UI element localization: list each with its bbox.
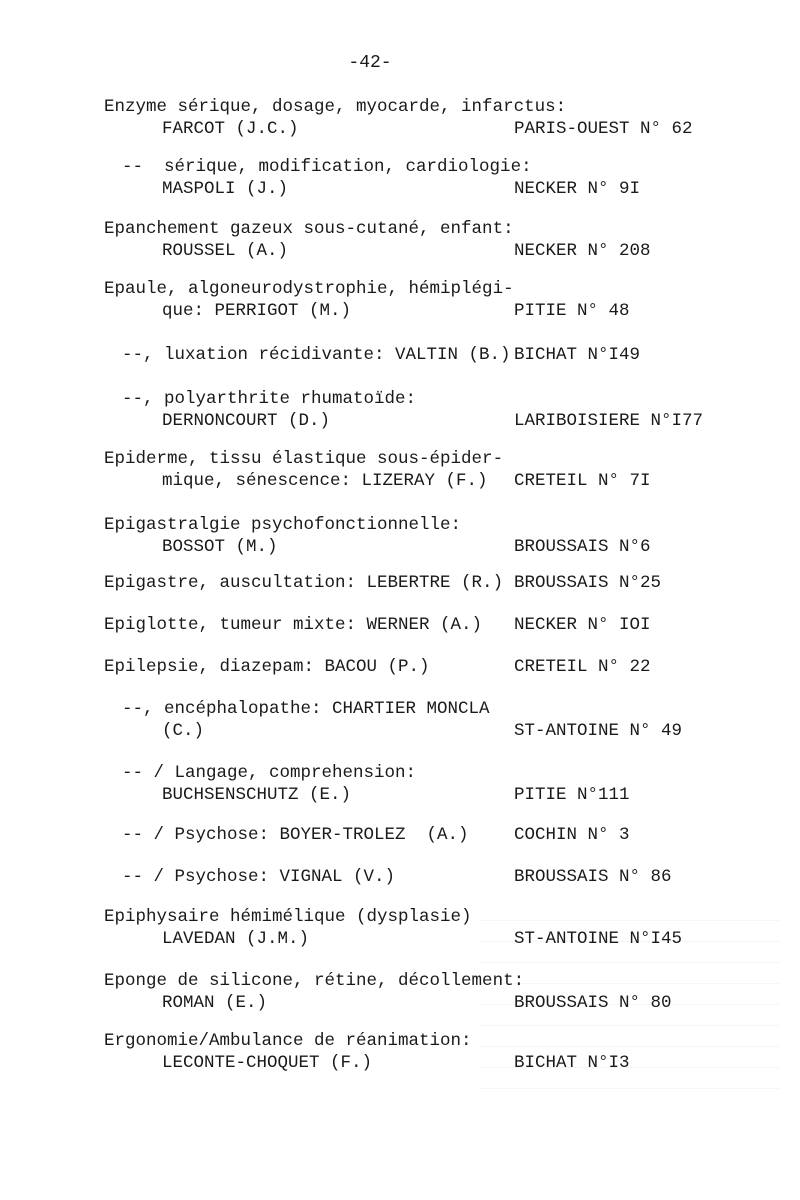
entry-location: NECKER N° IOI [514, 615, 651, 635]
entry-subject: Epanchement gazeux sous-cutané, enfant: [104, 219, 514, 239]
entry-subject: Epigastralgie psychofonctionnelle: [104, 515, 462, 535]
entry-author: ROMAN (E.) [162, 993, 268, 1013]
entry-subject: Epigastre, auscultation: LEBERTRE (R.) [104, 573, 504, 593]
entry-subject: -- / Psychose: VIGNAL (V.) [122, 867, 396, 887]
entry-location: LARIBOISIERE N°I77 [514, 411, 704, 431]
index-entry [0, 614, 800, 658]
entry-author: DERNONCOURT (D.) [162, 411, 331, 431]
entry-subject: -- / Langage, comprehension: [122, 763, 417, 783]
entry-author: (C.) [162, 721, 205, 741]
entry-location: NECKER N° 9I [514, 179, 641, 199]
entry-subject: Ergonomie/Ambulance de réanimation: [104, 1031, 472, 1051]
entry-location: PARIS-OUEST N° 62 [514, 119, 693, 139]
entry-author: LAVEDAN (J.M.) [162, 929, 310, 949]
entry-subject: Epiglotte, tumeur mixte: WERNER (A.) [104, 615, 483, 635]
entry-subject: Eponge de silicone, rétine, décollement: [104, 971, 525, 991]
entry-subject: -- sérique, modification, cardiologie: [122, 157, 532, 177]
index-entry [0, 514, 800, 558]
entry-location: PITIE N°111 [514, 785, 630, 805]
entry-subject: Epilepsie, diazepam: BACOU (P.) [104, 657, 430, 677]
entry-subject: --, encéphalopathe: CHARTIER MONCLA [122, 699, 490, 719]
entry-subject: Epaule, algoneurodystrophie, hémiplégi- [104, 279, 514, 299]
entry-subject: Epiderme, tissu élastique sous-épider- [104, 449, 504, 469]
entry-location: ST-ANTOINE N°I45 [514, 929, 683, 949]
entry-location: BROUSSAIS N° 80 [514, 993, 672, 1013]
entry-location: BICHAT N°I49 [514, 345, 641, 365]
entry-author: MASPOLI (J.) [162, 179, 289, 199]
entry-subject: Enzyme sérique, dosage, myocarde, infarctus: [104, 97, 567, 117]
index-entry [0, 824, 800, 868]
index-entry [0, 156, 800, 200]
index-entry [0, 448, 800, 492]
index-entry [0, 656, 800, 700]
entry-location: NECKER N° 208 [514, 241, 651, 261]
index-entry [0, 572, 800, 616]
entry-author: LECONTE-CHOQUET (F.) [162, 1053, 373, 1073]
entry-subject: Epiphysaire hémimélique (dysplasie) [104, 907, 472, 927]
entry-subject: --, luxation récidivante: VALTIN (B.) [122, 345, 511, 365]
entry-subject: -- / Psychose: BOYER-TROLEZ (A.) [122, 825, 469, 845]
entry-location: BROUSSAIS N°25 [514, 573, 662, 593]
entry-location: PITIE N° 48 [514, 301, 630, 321]
entry-author: BOSSOT (M.) [162, 537, 278, 557]
index-entry [0, 388, 800, 432]
entry-author: BUCHSENSCHUTZ (E.) [162, 785, 352, 805]
index-entry [0, 278, 800, 322]
entry-author: mique, sénescence: LIZERAY (F.) [162, 471, 488, 491]
index-entry [0, 344, 800, 388]
index-entry [0, 762, 800, 806]
entry-author: ROUSSEL (A.) [162, 241, 289, 261]
page-number: -42- [348, 53, 392, 73]
entry-location: BROUSSAIS N°6 [514, 537, 651, 557]
index-entry [0, 698, 800, 742]
entry-subject: --, polyarthrite rhumatoïde: [122, 389, 417, 409]
entry-location: COCHIN N° 3 [514, 825, 630, 845]
index-entry [0, 96, 800, 140]
entry-author: que: PERRIGOT (M.) [162, 301, 352, 321]
entry-location: BROUSSAIS N° 86 [514, 867, 672, 887]
index-entry [0, 218, 800, 262]
entry-location: ST-ANTOINE N° 49 [514, 721, 683, 741]
entry-location: BICHAT N°I3 [514, 1053, 630, 1073]
entry-location: CRETEIL N° 7I [514, 471, 651, 491]
entry-location: CRETEIL N° 22 [514, 657, 651, 677]
bleed-through-text [480, 900, 780, 1100]
entry-author: FARCOT (J.C.) [162, 119, 299, 139]
